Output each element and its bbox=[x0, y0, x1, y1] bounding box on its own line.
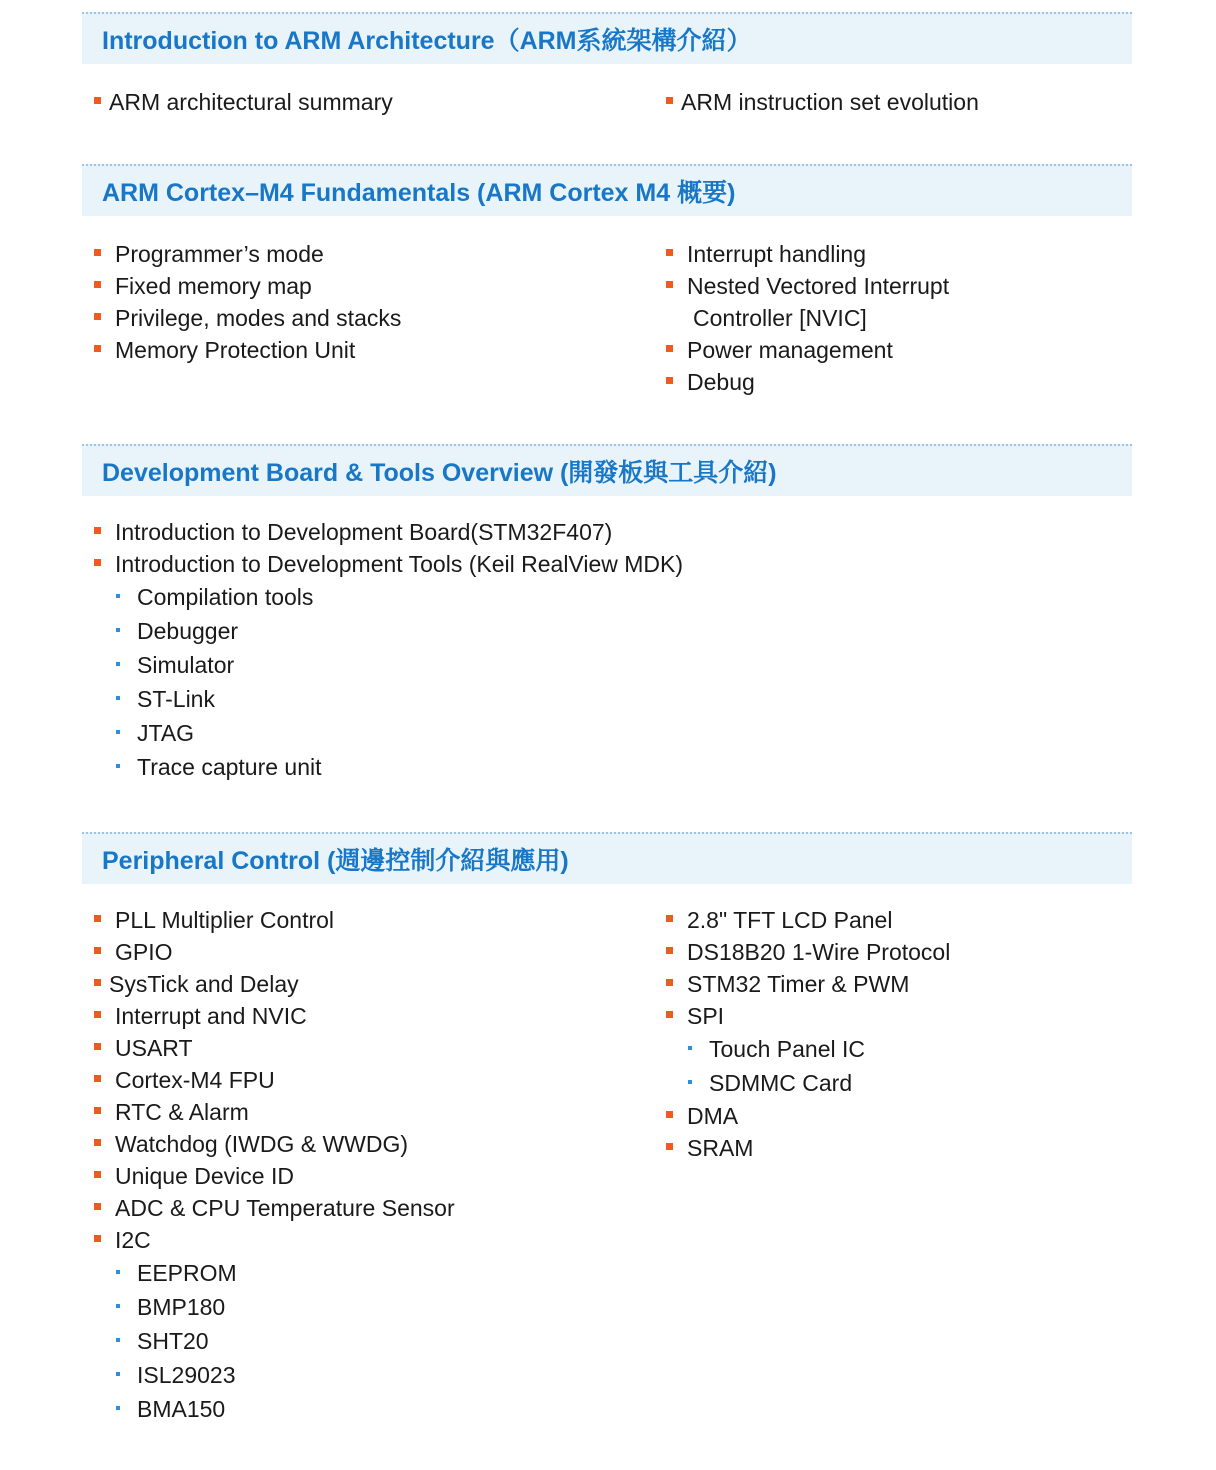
section-title: Introduction to ARM Architecture（ARM系統架構介紹） bbox=[102, 27, 752, 55]
small-square-bullet-icon bbox=[116, 696, 120, 700]
list-item: Nested Vectored Interrupt bbox=[654, 270, 949, 302]
square-bullet-icon bbox=[666, 1011, 673, 1018]
square-bullet-icon bbox=[666, 1111, 673, 1118]
small-square-bullet-icon bbox=[116, 1338, 120, 1342]
small-square-bullet-icon bbox=[116, 1372, 120, 1376]
square-bullet-icon bbox=[94, 1203, 101, 1210]
sub-list-item: ISL29023 bbox=[82, 1358, 455, 1392]
sub-list-item: BMP180 bbox=[82, 1290, 455, 1324]
square-bullet-icon bbox=[666, 1143, 673, 1150]
square-bullet-icon bbox=[666, 97, 673, 104]
list-item: Fixed memory map bbox=[82, 270, 401, 302]
section-body bbox=[82, 884, 1132, 1444]
list-item: DS18B20 1-Wire Protocol bbox=[654, 936, 950, 968]
list-item: SysTick and Delay bbox=[82, 968, 455, 1000]
section-body bbox=[82, 496, 1132, 796]
square-bullet-icon bbox=[94, 1107, 101, 1114]
list-item: Interrupt and NVIC bbox=[82, 1000, 455, 1032]
section-body bbox=[82, 216, 1132, 406]
square-bullet-icon bbox=[94, 1235, 101, 1242]
square-bullet-icon bbox=[94, 345, 101, 352]
left-list bbox=[82, 86, 393, 118]
list-item: Programmer’s mode bbox=[82, 238, 401, 270]
small-square-bullet-icon bbox=[116, 1304, 120, 1308]
small-square-bullet-icon bbox=[116, 1406, 120, 1410]
right-list bbox=[654, 904, 950, 1164]
section-header bbox=[82, 444, 1132, 496]
section-cortex-m4-fundamentals bbox=[82, 164, 1132, 406]
section-header bbox=[82, 164, 1132, 216]
sub-list-item: EEPROM bbox=[82, 1256, 455, 1290]
sub-list-item: Simulator bbox=[82, 648, 683, 682]
square-bullet-icon bbox=[94, 1139, 101, 1146]
section-dev-board-tools bbox=[82, 444, 1132, 796]
square-bullet-icon bbox=[666, 915, 673, 922]
small-square-bullet-icon bbox=[116, 594, 120, 598]
sub-list-item: SHT20 bbox=[82, 1324, 455, 1358]
sub-list-item: JTAG bbox=[82, 716, 683, 750]
square-bullet-icon bbox=[666, 249, 673, 256]
section-header bbox=[82, 12, 1132, 64]
square-bullet-icon bbox=[666, 377, 673, 384]
square-bullet-icon bbox=[666, 281, 673, 288]
square-bullet-icon bbox=[666, 979, 673, 986]
square-bullet-icon bbox=[94, 97, 101, 104]
sub-list-item: SDMMC Card bbox=[654, 1066, 950, 1100]
square-bullet-icon bbox=[666, 345, 673, 352]
sub-list-item: ST-Link bbox=[82, 682, 683, 716]
square-bullet-icon bbox=[94, 249, 101, 256]
list-item: ARM architectural summary bbox=[82, 86, 393, 118]
list-item: USART bbox=[82, 1032, 455, 1064]
right-list bbox=[654, 238, 949, 398]
list-item: Debug bbox=[654, 366, 949, 398]
square-bullet-icon bbox=[94, 313, 101, 320]
left-list bbox=[82, 238, 401, 366]
list-item: Introduction to Development Tools (Keil RealView MDK) bbox=[82, 548, 683, 580]
list-item: PLL Multiplier Control bbox=[82, 904, 455, 936]
right-list bbox=[654, 86, 979, 118]
list-item: Watchdog (IWDG & WWDG) bbox=[82, 1128, 455, 1160]
square-bullet-icon bbox=[666, 947, 673, 954]
section-title: ARM Cortex–M4 Fundamentals (ARM Cortex M4 概要) bbox=[102, 179, 736, 207]
list-item: ADC & CPU Temperature Sensor bbox=[82, 1192, 455, 1224]
list-item: Memory Protection Unit bbox=[82, 334, 401, 366]
small-square-bullet-icon bbox=[688, 1080, 692, 1084]
list-item: DMA bbox=[654, 1100, 950, 1132]
square-bullet-icon bbox=[94, 559, 101, 566]
section-title: Development Board & Tools Overview (開發板與工具介紹) bbox=[102, 459, 777, 487]
list-item: Interrupt handling bbox=[654, 238, 949, 270]
list-item: SRAM bbox=[654, 1132, 950, 1164]
section-body bbox=[82, 64, 1132, 144]
list-item: Unique Device ID bbox=[82, 1160, 455, 1192]
square-bullet-icon bbox=[94, 1043, 101, 1050]
small-square-bullet-icon bbox=[116, 730, 120, 734]
list-item: 2.8" TFT LCD Panel bbox=[654, 904, 950, 936]
sub-list-item: Trace capture unit bbox=[82, 750, 683, 784]
main-list bbox=[82, 516, 683, 784]
small-square-bullet-icon bbox=[116, 628, 120, 632]
square-bullet-icon bbox=[94, 1171, 101, 1178]
list-item: STM32 Timer & PWM bbox=[654, 968, 950, 1000]
section-header bbox=[82, 832, 1132, 884]
square-bullet-icon bbox=[94, 1011, 101, 1018]
list-item: ARM instruction set evolution bbox=[654, 86, 979, 118]
list-item: RTC & Alarm bbox=[82, 1096, 455, 1128]
list-item: GPIO bbox=[82, 936, 455, 968]
section-title: Peripheral Control (週邊控制介紹與應用) bbox=[102, 847, 569, 875]
list-item: Introduction to Development Board(STM32F407) bbox=[82, 516, 683, 548]
list-item-continuation: Controller [NVIC] bbox=[693, 305, 867, 331]
sub-list-item: BMA150 bbox=[82, 1392, 455, 1426]
square-bullet-icon bbox=[94, 947, 101, 954]
square-bullet-icon bbox=[94, 281, 101, 288]
sub-list-item: Compilation tools bbox=[82, 580, 683, 614]
small-square-bullet-icon bbox=[116, 662, 120, 666]
list-item: SPI bbox=[654, 1000, 950, 1032]
sub-list-item: Debugger bbox=[82, 614, 683, 648]
small-square-bullet-icon bbox=[116, 1270, 120, 1274]
list-item: Power management bbox=[654, 334, 949, 366]
small-square-bullet-icon bbox=[116, 764, 120, 768]
section-arm-architecture bbox=[82, 12, 1132, 144]
section-peripheral-control bbox=[82, 832, 1132, 1444]
list-item: I2C bbox=[82, 1224, 455, 1256]
square-bullet-icon bbox=[94, 915, 101, 922]
list-item: Cortex-M4 FPU bbox=[82, 1064, 455, 1096]
small-square-bullet-icon bbox=[688, 1046, 692, 1050]
sub-list-item: Touch Panel IC bbox=[654, 1032, 950, 1066]
square-bullet-icon bbox=[94, 527, 101, 534]
left-list bbox=[82, 904, 455, 1426]
list-item: Privilege, modes and stacks bbox=[82, 302, 401, 334]
square-bullet-icon bbox=[94, 1075, 101, 1082]
square-bullet-icon bbox=[94, 979, 101, 986]
